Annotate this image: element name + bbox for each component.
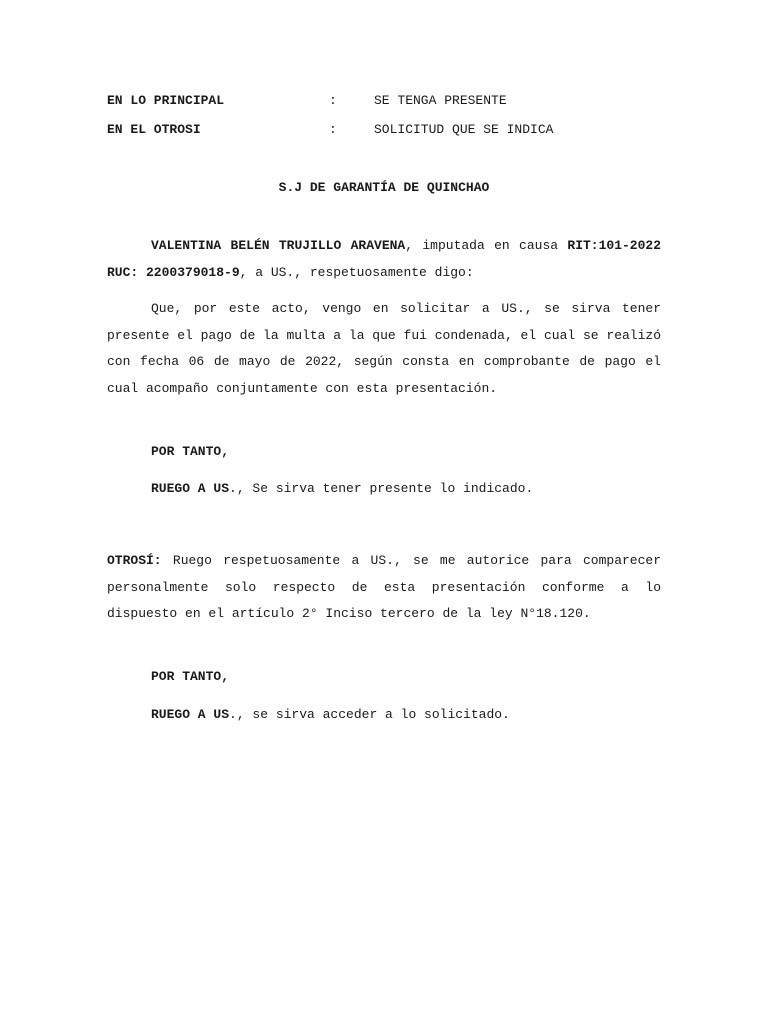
por-tanto-1: POR TANTO,	[151, 444, 230, 459]
header-otrosi-colon: :	[329, 122, 337, 137]
ruego-2	[151, 707, 510, 723]
ruego-2-rest: ., se sirva acceder a lo solicitado.	[229, 707, 510, 722]
ruego-1	[151, 481, 533, 497]
intro-text-1: , imputada en causa	[405, 238, 568, 253]
case-reference: RIT:101-2022 RUC: 2200379018-9	[107, 238, 662, 280]
header-principal-row	[107, 93, 667, 109]
header-principal-value: SE TENGA PRESENTE	[374, 93, 507, 108]
otrosi-text: Ruego respetuosamente a US., se me autorice para comparecer personalmente solo respecto de esta presentación conforme a lo dispuesto en el artículo 2° Inciso tercero de la ley N°18.120.	[107, 553, 661, 621]
intro-text-2: , a US., respetuosamente digo:	[239, 264, 474, 280]
petitioner-name: VALENTINA BELÉN TRUJILLO ARAVENA	[151, 238, 406, 253]
otrosi-lead: OTROSÍ:	[107, 553, 162, 568]
intro-paragraph	[107, 233, 661, 286]
ruego-2-lead: RUEGO A US	[151, 707, 230, 722]
header-principal-key: EN LO PRINCIPAL	[107, 93, 225, 108]
por-tanto-2: POR TANTO,	[151, 669, 230, 684]
ruego-1-lead: RUEGO A US	[151, 481, 230, 496]
otrosi-paragraph	[107, 548, 661, 628]
header-principal-colon: :	[329, 93, 337, 108]
body-paragraph: Que, por este acto, vengo en solicitar a US., se sirva tener presente el pago de la multa a la que fui condenada, el cual se realizó con fecha 06 de mayo de 2022, según consta en comprobante de pago el cual acompaño conjuntamente con esta presentación.	[107, 301, 661, 396]
ruego-1-rest: ., Se sirva tener presente lo indicado.	[229, 481, 534, 496]
court-heading: S.J DE GARANTÍA DE QUINCHAO	[278, 180, 490, 195]
header-otrosi-key: EN EL OTROSI	[107, 122, 201, 137]
header-otrosi-row	[107, 122, 667, 138]
header-otrosi-value: SOLICITUD QUE SE INDICA	[374, 122, 554, 137]
